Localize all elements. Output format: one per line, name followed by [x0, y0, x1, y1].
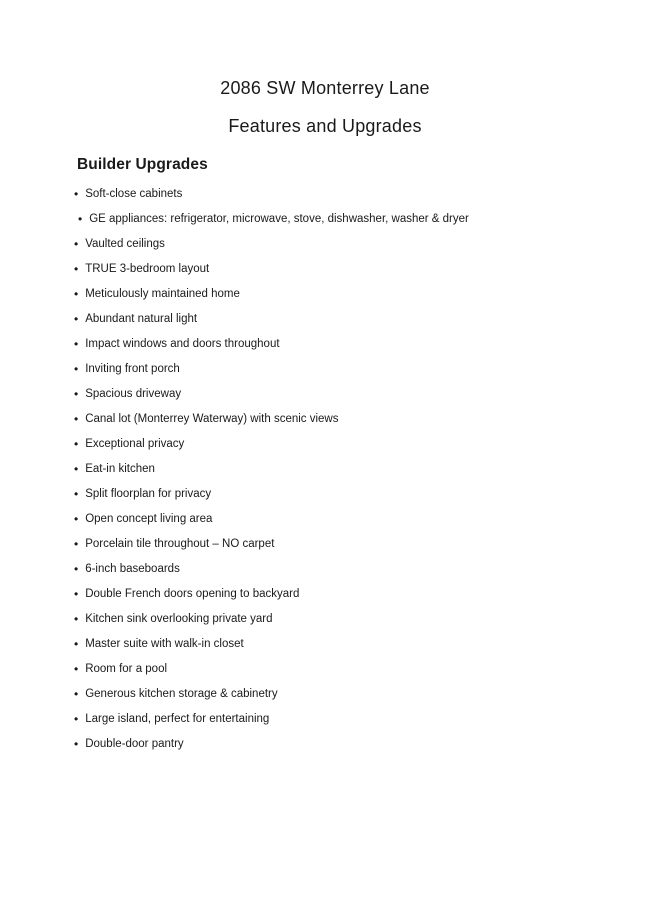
bullet-icon: •: [74, 261, 79, 276]
document-title: 2086 SW Monterrey Lane: [220, 78, 430, 98]
feature-text: Exceptional privacy: [85, 437, 185, 450]
bullet-icon: •: [74, 486, 79, 501]
feature-text: Generous kitchen storage & cabinetry: [85, 687, 278, 700]
feature-item: [74, 256, 650, 281]
feature-text: Master suite with walk-in closet: [85, 637, 244, 650]
feature-item: [74, 331, 650, 356]
feature-text: Room for a pool: [85, 662, 168, 675]
feature-item: [74, 706, 650, 731]
feature-text: Inviting front porch: [85, 362, 180, 375]
feature-text: Impact windows and doors throughout: [85, 337, 280, 350]
feature-item: [74, 406, 650, 431]
bullet-icon: •: [74, 736, 79, 751]
bullet-icon: •: [74, 561, 79, 576]
bullet-icon: •: [74, 711, 79, 726]
bullet-icon: •: [74, 536, 79, 551]
feature-item: [74, 281, 650, 306]
bullet-icon: •: [74, 286, 79, 301]
feature-text: Open concept living area: [85, 512, 213, 525]
bullet-icon: •: [74, 511, 79, 526]
feature-item: [74, 506, 650, 531]
feature-item: [74, 231, 650, 256]
feature-item: [74, 606, 650, 631]
document-page: [0, 79, 650, 921]
feature-item: [74, 431, 650, 456]
feature-item: [74, 481, 650, 506]
bullet-icon: •: [74, 661, 79, 676]
feature-text: Double-door pantry: [85, 737, 184, 750]
feature-item: [74, 556, 650, 581]
feature-text: Abundant natural light: [85, 312, 198, 325]
feature-text: Soft-close cabinets: [85, 187, 183, 200]
feature-item: [74, 531, 650, 556]
bullet-icon: •: [74, 636, 79, 651]
bullet-icon: •: [74, 611, 79, 626]
bullet-icon: •: [74, 336, 79, 351]
feature-item: [74, 581, 650, 606]
feature-item: [74, 631, 650, 656]
feature-text: Double French doors opening to backyard: [85, 587, 300, 600]
bullet-icon: •: [74, 411, 79, 426]
feature-text: Canal lot (Monterrey Waterway) with scenic views: [85, 412, 339, 425]
bullet-icon: •: [74, 236, 79, 251]
features-list: [0, 181, 650, 756]
bullet-icon: •: [74, 386, 79, 401]
bullet-icon: •: [74, 461, 79, 476]
bullet-icon: •: [74, 186, 79, 201]
feature-item: [74, 681, 650, 706]
feature-item: [74, 306, 650, 331]
bullet-icon: •: [74, 436, 79, 451]
feature-item: [74, 731, 650, 756]
feature-text: Vaulted ceilings: [85, 237, 165, 250]
bullet-icon: •: [74, 686, 79, 701]
feature-item: [74, 381, 650, 406]
feature-text: Kitchen sink overlooking private yard: [85, 612, 273, 625]
document-subtitle: Features and Upgrades: [228, 116, 422, 136]
feature-text: 6-inch baseboards: [85, 562, 180, 575]
bullet-icon: •: [74, 361, 79, 376]
feature-text: Spacious driveway: [85, 387, 182, 400]
feature-text: Split floorplan for privacy: [85, 487, 212, 500]
feature-text: Meticulously maintained home: [85, 287, 240, 300]
feature-item: [74, 181, 650, 206]
feature-item: [74, 456, 650, 481]
feature-text: GE appliances: refrigerator, microwave, stove, dishwasher, washer & dryer: [89, 212, 469, 225]
bullet-icon: •: [78, 211, 83, 226]
feature-text: Large island, perfect for entertaining: [85, 712, 270, 725]
bullet-icon: •: [74, 586, 79, 601]
feature-text: Porcelain tile throughout – NO carpet: [85, 537, 275, 550]
section-heading: Builder Upgrades: [77, 156, 208, 173]
feature-text: TRUE 3-bedroom layout: [85, 262, 210, 275]
feature-text: Eat-in kitchen: [85, 462, 155, 475]
feature-item: [74, 356, 650, 381]
feature-item: [74, 206, 650, 231]
feature-item: [74, 656, 650, 681]
bullet-icon: •: [74, 311, 79, 326]
